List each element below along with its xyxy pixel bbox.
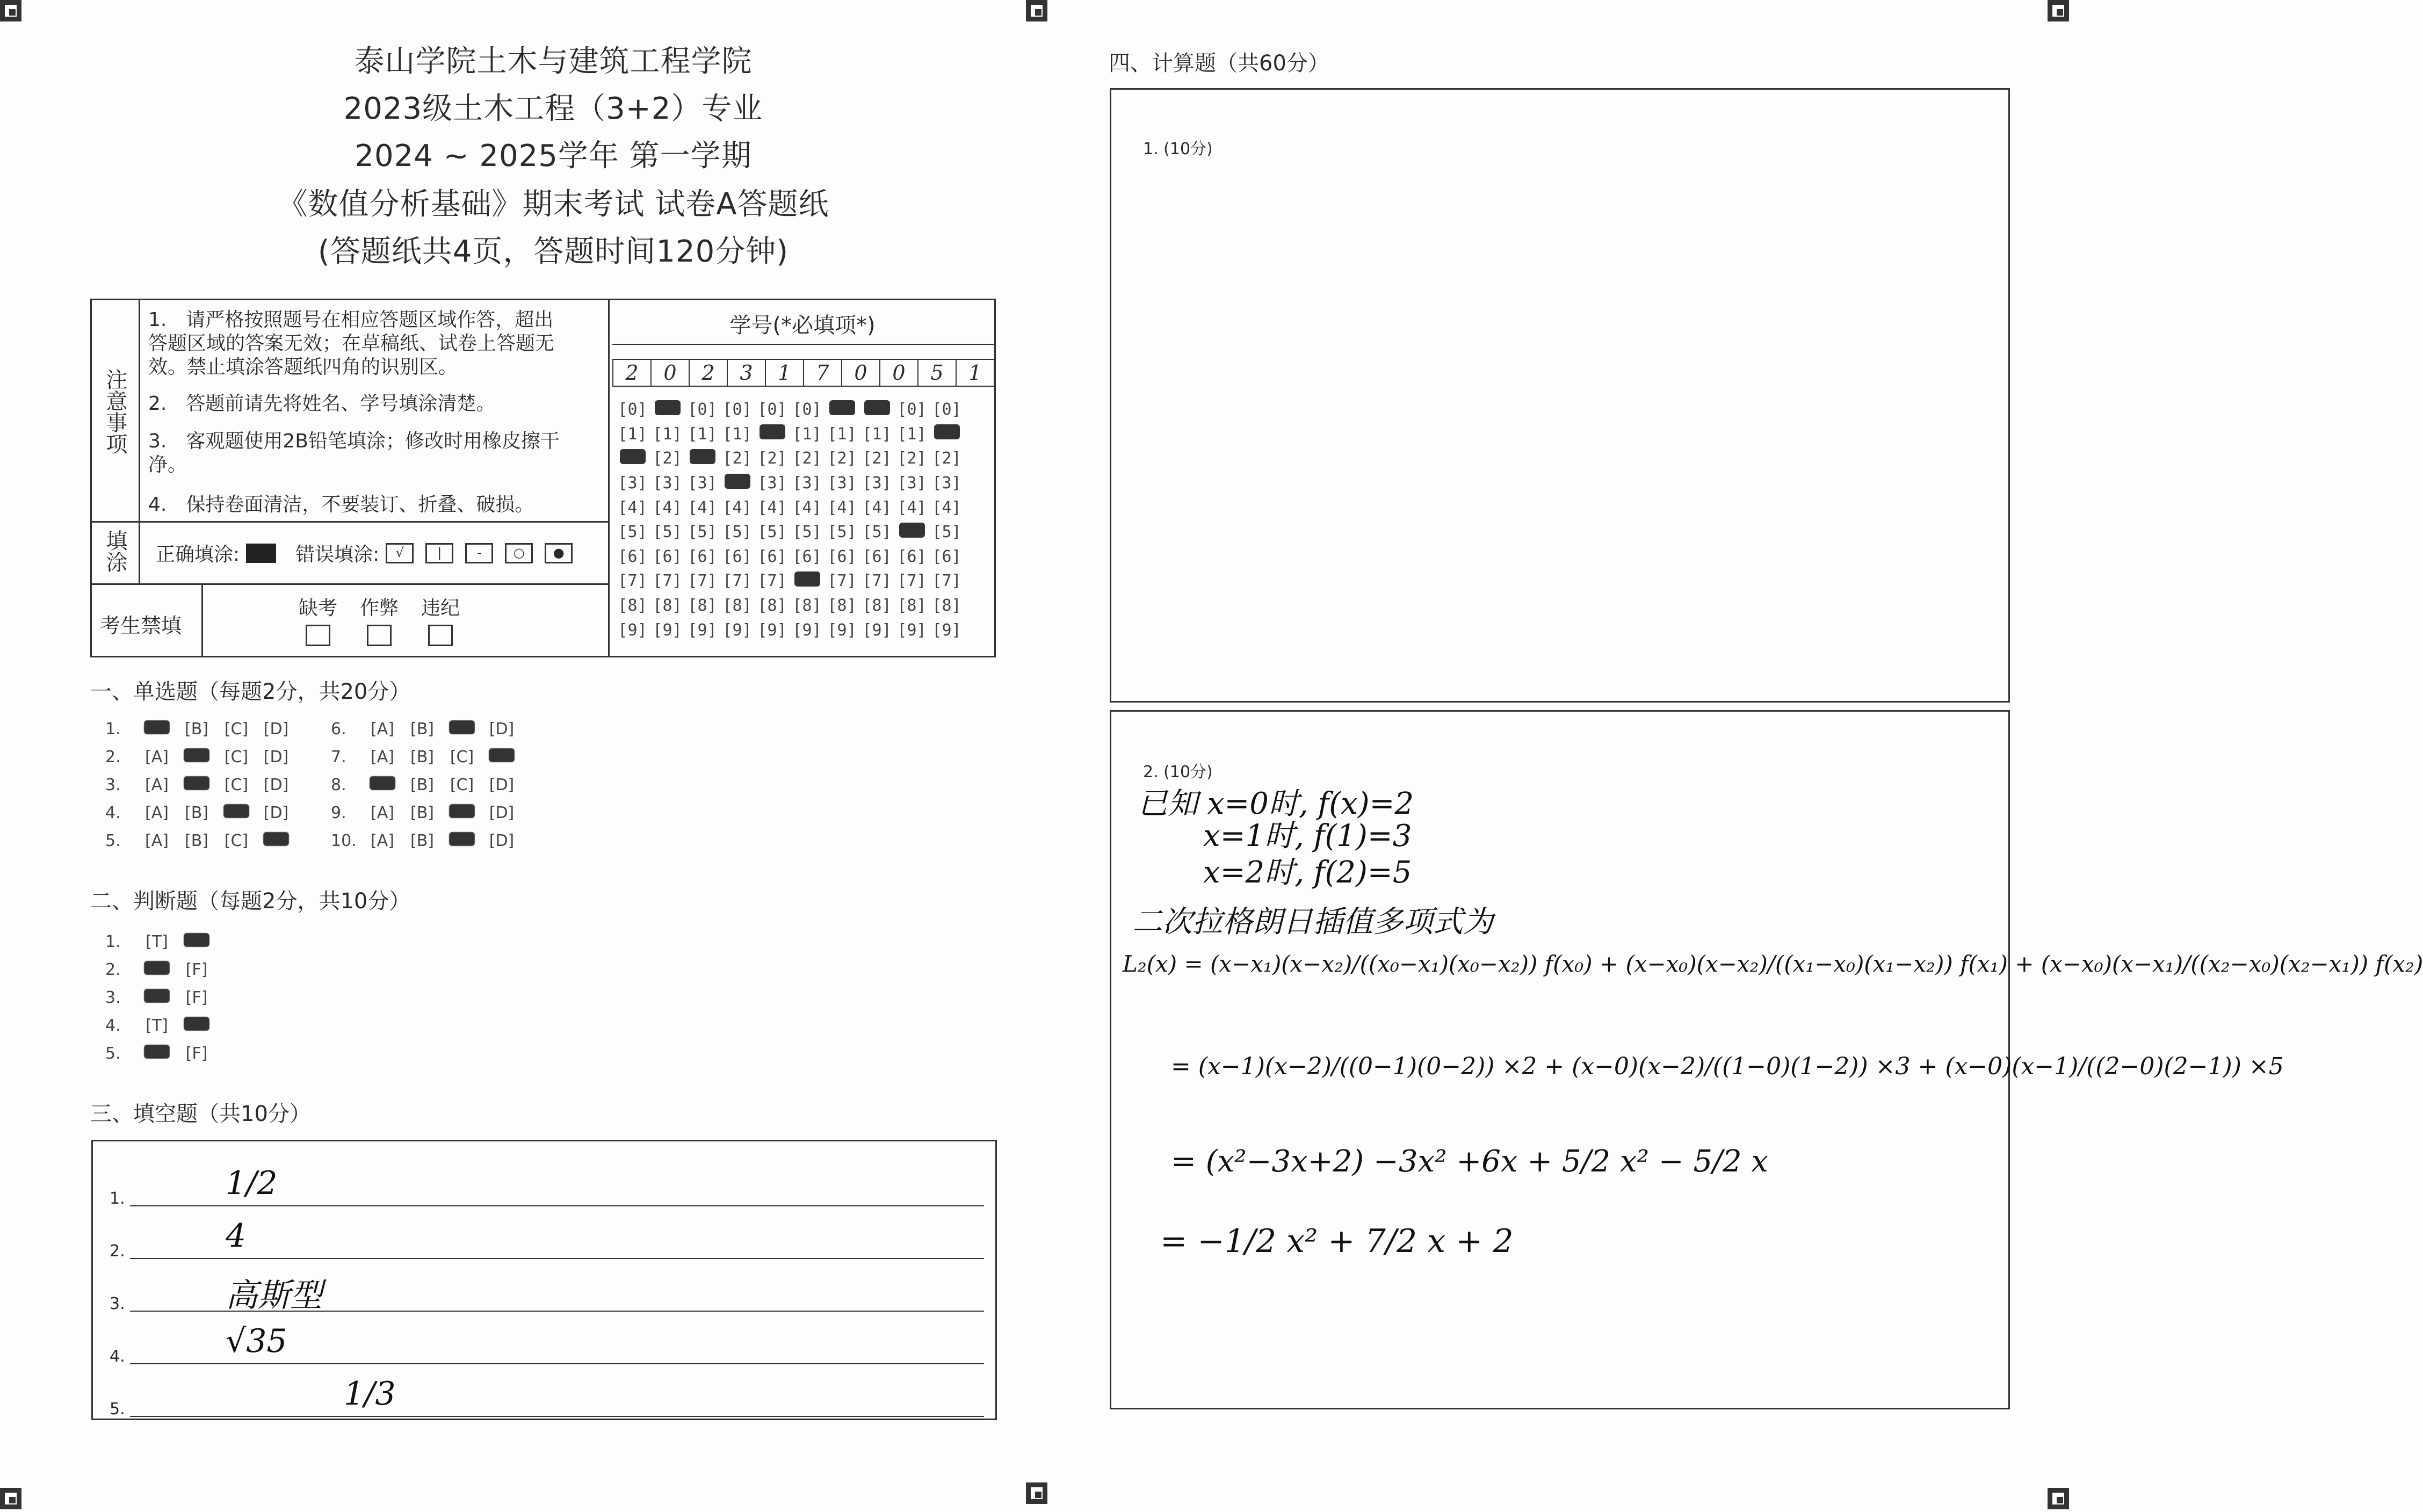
mc-option[interactable]: [C] [224, 720, 249, 739]
student-id-bubble[interactable]: [8] [722, 596, 752, 616]
student-id-bubble[interactable]: [3] [862, 474, 892, 493]
fill-example-row [156, 539, 578, 567]
student-id-bubble[interactable]: [4] [897, 498, 927, 517]
student-id-bubble[interactable]: [8] [757, 596, 787, 616]
mc-option[interactable]: [D] [489, 804, 515, 822]
student-id-digit[interactable]: 5 [918, 360, 957, 386]
student-id-bubble-row [615, 397, 964, 422]
mc-option-filled[interactable] [183, 748, 211, 766]
student-id-bubble[interactable]: [2] [792, 449, 822, 468]
corner-mark-bottom-left [0, 1488, 21, 1509]
student-id-digit[interactable]: 1 [957, 360, 995, 386]
q2-line-statement: 二次拉格朗日插值多项式为 [1132, 905, 1493, 939]
q2-line-given-x1: x=1时, f(1)=3 [1203, 819, 1412, 853]
mc-option[interactable]: [A] [145, 748, 169, 766]
student-id-bubble[interactable]: [9] [722, 620, 752, 640]
section1-title: 一、单选题（每题2分，共20分） [90, 679, 411, 704]
mc-option[interactable]: [D] [489, 831, 515, 850]
student-id-bubble[interactable]: [0] [688, 400, 717, 419]
blank-answer: √35 [226, 1322, 287, 1360]
q2-line-given-x2: x=2时, f(2)=5 [1203, 855, 1412, 890]
blank-line[interactable] [130, 1205, 984, 1206]
corner-mark-top-middle [1026, 0, 1047, 21]
mc-option[interactable]: [C] [224, 748, 249, 766]
student-id-bubble[interactable]: [1] [897, 424, 927, 444]
student-id-digit[interactable]: 2 [613, 360, 652, 386]
student-id-bubble[interactable]: [6] [827, 547, 857, 566]
mc-question-number: 3. [105, 776, 121, 794]
note-item-2: 2. 答题前请先将姓名、学号填涂清楚。 [148, 393, 496, 415]
mc-option-filled[interactable] [183, 776, 211, 794]
blank-number: 4. [110, 1347, 125, 1366]
student-id-bubble[interactable]: [7] [827, 571, 857, 591]
student-id-bubble[interactable]: [4] [688, 498, 717, 517]
filled-mark [829, 400, 855, 415]
student-id-bubble[interactable]: [5] [827, 523, 857, 542]
filled-mark [144, 720, 170, 734]
student-id-bubble[interactable]: [8] [688, 596, 717, 616]
student-id-bubble[interactable]: [7] [757, 571, 787, 591]
q2-line-expand: = (x²−3x+2) −3x² +6x + 5/2 x² − 5/2 x [1171, 1144, 1768, 1179]
student-id-bubble[interactable]: [3] [792, 474, 822, 493]
student-id-digit[interactable]: 0 [842, 360, 880, 386]
student-id-bubble[interactable]: [1] [722, 424, 752, 444]
student-id-bubble[interactable]: [4] [618, 498, 647, 517]
mc-option[interactable]: [A] [371, 748, 394, 766]
wrong-mark-dash: - [465, 543, 493, 563]
wrong-fill-label: 错误填涂: [295, 544, 380, 566]
mc-option[interactable]: [C] [224, 831, 249, 850]
calc-q2-label: 2. (10分) [1143, 763, 1213, 782]
student-id-bubble[interactable]: [9] [688, 620, 717, 640]
mc-option[interactable]: [A] [371, 831, 394, 850]
student-id-bubble[interactable]: [3] [653, 474, 682, 493]
absent-checkbox[interactable] [306, 625, 330, 646]
mc-question-number: 8. [331, 776, 346, 794]
header-school: 泰山学院土木与建筑工程学院 [354, 44, 753, 79]
mc-option-filled[interactable] [448, 720, 476, 739]
student-id-bubble[interactable]: [9] [792, 620, 822, 640]
student-id-digit[interactable]: 3 [728, 360, 766, 386]
filled-mark [144, 961, 170, 975]
filled-mark [184, 1017, 209, 1031]
blank-line[interactable] [130, 1363, 984, 1364]
student-id-bubble[interactable]: [5] [932, 523, 961, 542]
mc-option-filled[interactable] [143, 720, 171, 739]
tf-option-filled[interactable] [143, 988, 171, 1007]
notes-label: 注意事项 [103, 368, 127, 454]
violation-checkbox[interactable] [428, 625, 453, 646]
section2-title: 二、判断题（每题2分，共10分） [90, 889, 411, 914]
mc-option[interactable]: [D] [263, 804, 289, 822]
student-id-bubble[interactable]: [1] [653, 424, 682, 444]
mc-option-filled[interactable] [448, 831, 476, 850]
student-id-bubble[interactable]: [3] [897, 474, 927, 493]
mc-option-filled[interactable] [448, 804, 476, 822]
student-id-bubble[interactable]: [7] [722, 571, 752, 591]
student-id-bubble[interactable]: [5] [618, 523, 647, 542]
student-id-bubble-grid [615, 397, 964, 642]
mc-option[interactable]: [A] [145, 804, 169, 822]
student-id-bubble[interactable]: [6] [653, 547, 682, 566]
mc-question-row [105, 831, 290, 850]
student-id-bubble[interactable]: [2] [722, 449, 752, 468]
tf-question-number: 5. [105, 1044, 121, 1063]
student-id-bubble-filled[interactable] [824, 400, 859, 419]
student-id-bubble[interactable]: [6] [862, 547, 892, 566]
student-id-bubble[interactable]: [4] [932, 498, 961, 517]
header-exam-title: 《数值分析基础》期末考试 试卷A答题纸 [277, 187, 829, 222]
filled-mark [794, 571, 820, 587]
student-id-bubble[interactable]: [5] [722, 523, 752, 542]
filled-mark [184, 776, 209, 790]
filled-mark [655, 400, 681, 415]
student-id-bubble[interactable]: [1] [862, 424, 892, 444]
filled-mark [690, 449, 715, 464]
tf-option[interactable]: [F] [185, 1044, 208, 1063]
student-id-bubble[interactable]: [5] [653, 523, 682, 542]
filled-mark [620, 449, 646, 464]
note-item-1: 1. 请严格按照题号在相应答题区域作答，超出答题区域的答案无效；在草稿纸、试卷上答题无效。禁止填涂答题纸四角的识别区。 [148, 309, 555, 378]
blank-number: 1. [110, 1189, 125, 1208]
student-id-bubble[interactable]: [0] [792, 400, 822, 419]
corner-mark-bottom-middle [1026, 1482, 1047, 1504]
student-id-bubble[interactable]: [3] [932, 474, 961, 493]
student-id-bubble[interactable]: [9] [862, 620, 892, 640]
student-id-bubble[interactable]: [4] [862, 498, 892, 517]
blank-answer: 高斯型 [226, 1277, 322, 1314]
wrong-mark-check: √ [386, 543, 414, 563]
student-id-bubble-row [615, 520, 964, 545]
mc-question-row [331, 720, 516, 739]
student-id-bubble[interactable]: [8] [653, 596, 682, 616]
filled-mark [489, 748, 515, 762]
tf-question-row [105, 1016, 211, 1035]
mc-question-row [331, 748, 516, 766]
student-id-bubble-filled[interactable] [894, 523, 929, 542]
note-item-3: 3. 客观题使用2B铅笔填涂；修改时用橡皮擦干净。 [148, 430, 560, 476]
student-id-digit[interactable]: 7 [804, 360, 842, 386]
calc-q1-box[interactable] [1110, 88, 2010, 703]
wrong-mark-dot: ● [545, 543, 573, 563]
student-id-bubble[interactable]: [7] [862, 571, 892, 591]
mc-option[interactable]: [B] [410, 720, 434, 739]
tf-option-filled[interactable] [143, 1044, 171, 1063]
student-id-bubble-filled[interactable] [615, 449, 650, 468]
student-id-bubble-row [615, 495, 964, 520]
student-id-bubble[interactable]: [9] [653, 620, 682, 640]
student-id-bubble-row [615, 471, 964, 496]
tf-option[interactable]: [T] [146, 1016, 168, 1035]
mc-option[interactable]: [B] [410, 776, 434, 794]
filled-mark [449, 832, 475, 846]
tf-option-filled[interactable] [183, 1016, 211, 1035]
corner-mark-top-right [2048, 0, 2069, 21]
wrong-mark-circle: ○ [505, 543, 533, 563]
mc-option[interactable]: [D] [263, 748, 289, 766]
student-id-digit[interactable]: 0 [880, 360, 918, 386]
student-id-bubble[interactable]: [0] [932, 400, 961, 419]
student-id-bubble[interactable]: [4] [722, 498, 752, 517]
filled-mark [449, 720, 475, 734]
student-id-bubble[interactable]: [2] [897, 449, 927, 468]
student-id-bubble-row [615, 618, 964, 642]
student-id-bubble-row [615, 422, 964, 447]
student-id-bubble[interactable]: [0] [722, 400, 752, 419]
student-id-bubble-filled[interactable] [790, 571, 824, 591]
corner-mark-top-left [0, 0, 21, 21]
student-id-bubble[interactable]: [8] [618, 596, 647, 616]
tf-option-filled[interactable] [183, 932, 211, 951]
student-id-bubble[interactable]: [9] [618, 620, 647, 640]
student-id-bubble-row [615, 446, 964, 471]
cheating-label: 作弊 [360, 597, 399, 619]
mc-option[interactable]: [D] [489, 776, 515, 794]
mc-option[interactable]: [A] [145, 831, 169, 850]
forbidden-label: 考生禁填 [100, 614, 182, 638]
tf-question-row [105, 932, 211, 951]
student-id-bubble[interactable]: [8] [792, 596, 822, 616]
filled-mark [934, 424, 960, 439]
mc-option[interactable]: [A] [145, 776, 169, 794]
student-id-label: 学号(*必填项*) [729, 313, 876, 338]
student-id-bubble-filled[interactable] [859, 400, 894, 419]
blank-number: 3. [110, 1294, 125, 1313]
student-id-bubble[interactable]: [3] [827, 474, 857, 493]
student-id-bubble[interactable]: [7] [653, 571, 682, 591]
filled-mark [899, 523, 925, 538]
student-id-bubble[interactable]: [0] [897, 400, 927, 419]
mc-option-filled[interactable] [488, 748, 516, 766]
mc-question-number: 2. [105, 748, 121, 766]
calc-q1-label: 1. (10分) [1143, 140, 1213, 158]
student-id-bubble[interactable]: [0] [757, 400, 787, 419]
filled-mark [864, 400, 890, 415]
section3-title: 三、填空题（共10分） [90, 1102, 311, 1126]
student-id-bubble[interactable]: [7] [618, 571, 647, 591]
note-item-4: 4. 保持卷面清洁，不要装订、折叠、破损。 [148, 494, 534, 516]
blank-line[interactable] [130, 1258, 984, 1259]
student-id-bubble-filled[interactable] [685, 449, 720, 468]
tf-option[interactable]: [F] [185, 988, 208, 1007]
student-id-bubble[interactable]: [2] [653, 449, 682, 468]
violation-label: 违纪 [421, 597, 460, 619]
filled-mark [725, 474, 750, 489]
tf-option[interactable]: [F] [185, 960, 208, 979]
student-id-bubble-row [615, 569, 964, 594]
mc-option[interactable]: [B] [185, 804, 208, 822]
student-id-bubble-row [615, 594, 964, 618]
tf-question-number: 3. [105, 988, 121, 1007]
mc-question-number: 7. [331, 748, 346, 766]
tf-question-number: 1. [105, 932, 121, 951]
tf-question-number: 2. [105, 960, 121, 979]
mc-question-number: 9. [331, 804, 346, 822]
student-id-bubble[interactable]: [5] [757, 523, 787, 542]
filled-mark [263, 832, 289, 846]
student-id-bubble[interactable]: [9] [757, 620, 787, 640]
correct-fill-label: 正确填涂: [156, 544, 240, 566]
mc-question-number: 10. [331, 831, 357, 850]
student-id-bubble[interactable]: [5] [688, 523, 717, 542]
student-id-bubble-filled[interactable] [755, 424, 790, 444]
tf-question-row [105, 988, 211, 1007]
header-major: 2023级土木工程（3+2）专业 [343, 91, 763, 126]
blank-answer: 1/2 [226, 1164, 278, 1202]
blank-answer: 1/3 [344, 1375, 396, 1413]
student-id-bubble[interactable]: [1] [827, 424, 857, 444]
mc-question-number: 1. [105, 720, 121, 739]
student-id-bubble[interactable]: [6] [757, 547, 787, 566]
blank-number: 2. [110, 1242, 125, 1261]
student-id-bubble[interactable]: [2] [932, 449, 961, 468]
student-id-digit[interactable]: 1 [766, 360, 804, 386]
student-id-bubble[interactable]: [3] [757, 474, 787, 493]
mc-option[interactable]: [D] [263, 720, 289, 739]
mc-question-row [331, 804, 516, 822]
student-id-bubble[interactable]: [5] [792, 523, 822, 542]
mc-question-row [331, 831, 516, 850]
mc-option[interactable]: [A] [371, 804, 394, 822]
mc-option[interactable]: [D] [263, 776, 289, 794]
student-id-bubble[interactable]: [9] [827, 620, 857, 640]
absent-label: 缺考 [299, 597, 338, 619]
q2-line-formula: L₂(x) = (x−x₁)(x−x₂)/((x₀−x₁)(x₀−x₂)) f(x₀) + (x−x₀)(x−x₂)/((x₁−x₀)(x₁−x₂)) f(x₁) + (x−x₀)(x−x₁)/((x₂−x₀)(x₂−x₁)) f(x₂) [1123, 951, 2423, 977]
student-id-bubble[interactable]: [0] [618, 400, 647, 419]
student-id-bubble[interactable]: [8] [897, 596, 927, 616]
mc-option[interactable]: [A] [371, 720, 394, 739]
mc-question-row [105, 776, 290, 794]
tf-option[interactable]: [T] [146, 932, 168, 951]
student-id-bubble[interactable]: [6] [618, 547, 647, 566]
student-id-bubble-filled[interactable] [650, 400, 685, 419]
mc-option[interactable]: [B] [410, 748, 434, 766]
student-id-bubble[interactable]: [8] [827, 596, 857, 616]
student-id-bubble[interactable]: [4] [653, 498, 682, 517]
student-id-bubble[interactable]: [8] [862, 596, 892, 616]
filled-mark [223, 804, 249, 818]
tf-option-filled[interactable] [143, 960, 171, 979]
filled-mark [184, 748, 209, 762]
tf-question-row [105, 960, 211, 979]
student-id-bubble[interactable]: [4] [757, 498, 787, 517]
student-id-bubble[interactable]: [6] [688, 547, 717, 566]
mc-option[interactable]: [D] [489, 720, 515, 739]
student-id-bubble[interactable]: [9] [897, 620, 927, 640]
student-id-bubble[interactable]: [4] [827, 498, 857, 517]
student-id-bubble[interactable]: [7] [932, 571, 961, 591]
filled-mark [144, 989, 170, 1003]
mc-option[interactable]: [B] [410, 804, 434, 822]
blank-number: 5. [110, 1400, 125, 1419]
mc-question-row [105, 804, 290, 822]
student-id-bubble[interactable]: [5] [862, 523, 892, 542]
q2-line-substitution: = (x−1)(x−2)/((0−1)(0−2)) ×2 + (x−0)(x−2)/((1−0)(1−2)) ×3 + (x−0)(x−1)/((2−0)(2−1)) ×5 [1171, 1053, 2284, 1080]
mc-question-row [105, 748, 290, 766]
mc-question-row [105, 720, 290, 739]
student-id-digit[interactable]: 0 [652, 360, 690, 386]
student-id-bubble-row [615, 545, 964, 569]
fill-label: 填涂 [103, 530, 127, 573]
mc-option[interactable]: [C] [224, 776, 249, 794]
student-id-bubble[interactable]: [2] [757, 449, 787, 468]
student-id-bubble[interactable]: [6] [897, 547, 927, 566]
q2-line-result: = −1/2 x² + 7/2 x + 2 [1160, 1222, 1514, 1260]
student-id-bubble[interactable]: [4] [792, 498, 822, 517]
mc-question-number: 4. [105, 804, 121, 822]
blank-answer: 4 [226, 1217, 247, 1255]
student-id-bubble[interactable]: [1] [792, 424, 822, 444]
student-id-bubble[interactable]: [6] [932, 547, 961, 566]
filled-mark [144, 1045, 170, 1059]
student-id-bubble[interactable]: [6] [722, 547, 752, 566]
student-id-bubble[interactable]: [3] [688, 474, 717, 493]
correct-fill-mark [246, 544, 276, 563]
student-id-bubble[interactable]: [2] [862, 449, 892, 468]
mc-option-filled[interactable] [262, 831, 290, 850]
mc-option[interactable]: [C] [450, 776, 474, 794]
cheating-checkbox[interactable] [367, 625, 392, 646]
mc-option[interactable]: [B] [185, 720, 208, 739]
corner-mark-bottom-right [2048, 1488, 2069, 1509]
student-id-bubble-filled[interactable] [929, 424, 964, 444]
mc-option-filled[interactable] [368, 776, 396, 794]
student-id-bubble[interactable]: [3] [618, 474, 647, 493]
mc-option-filled[interactable] [222, 804, 250, 822]
filled-mark [184, 933, 209, 947]
student-id-bubble-filled[interactable] [720, 474, 755, 493]
student-id-bubble[interactable]: [2] [827, 449, 857, 468]
student-id-bubble[interactable]: [7] [897, 571, 927, 591]
mc-question-number: 6. [331, 720, 346, 739]
student-id-bubble[interactable]: [1] [688, 424, 717, 444]
forbidden-items [299, 593, 460, 646]
filled-mark [449, 804, 475, 818]
q2-line-given-x0: 已知 x=0时, f(x)=2 [1138, 786, 1414, 821]
student-id-digit[interactable]: 2 [690, 360, 728, 386]
filled-mark [370, 776, 395, 790]
tf-question-number: 4. [105, 1016, 121, 1035]
student-id-bubble[interactable]: [6] [792, 547, 822, 566]
filled-mark [760, 424, 785, 439]
student-id-bubble[interactable]: [9] [932, 620, 961, 640]
mc-option[interactable]: [B] [410, 831, 434, 850]
mc-option[interactable]: [C] [450, 748, 474, 766]
wrong-mark-bar: | [425, 543, 453, 563]
header-term: 2024 ~ 2025学年 第一学期 [355, 139, 752, 173]
student-id-digits [612, 359, 995, 387]
mc-option[interactable]: [B] [185, 831, 208, 850]
student-id-bubble[interactable]: [7] [688, 571, 717, 591]
section4-title: 四、计算题（共60分） [1109, 51, 1329, 76]
student-id-bubble[interactable]: [8] [932, 596, 961, 616]
mc-question-number: 5. [105, 831, 121, 850]
mc-question-row [331, 776, 516, 794]
tf-question-row [105, 1044, 211, 1063]
blank-line[interactable] [130, 1416, 984, 1417]
header-instructions: (答题纸共4页，答题时间120分钟) [317, 234, 789, 269]
student-id-bubble[interactable]: [1] [618, 424, 647, 444]
